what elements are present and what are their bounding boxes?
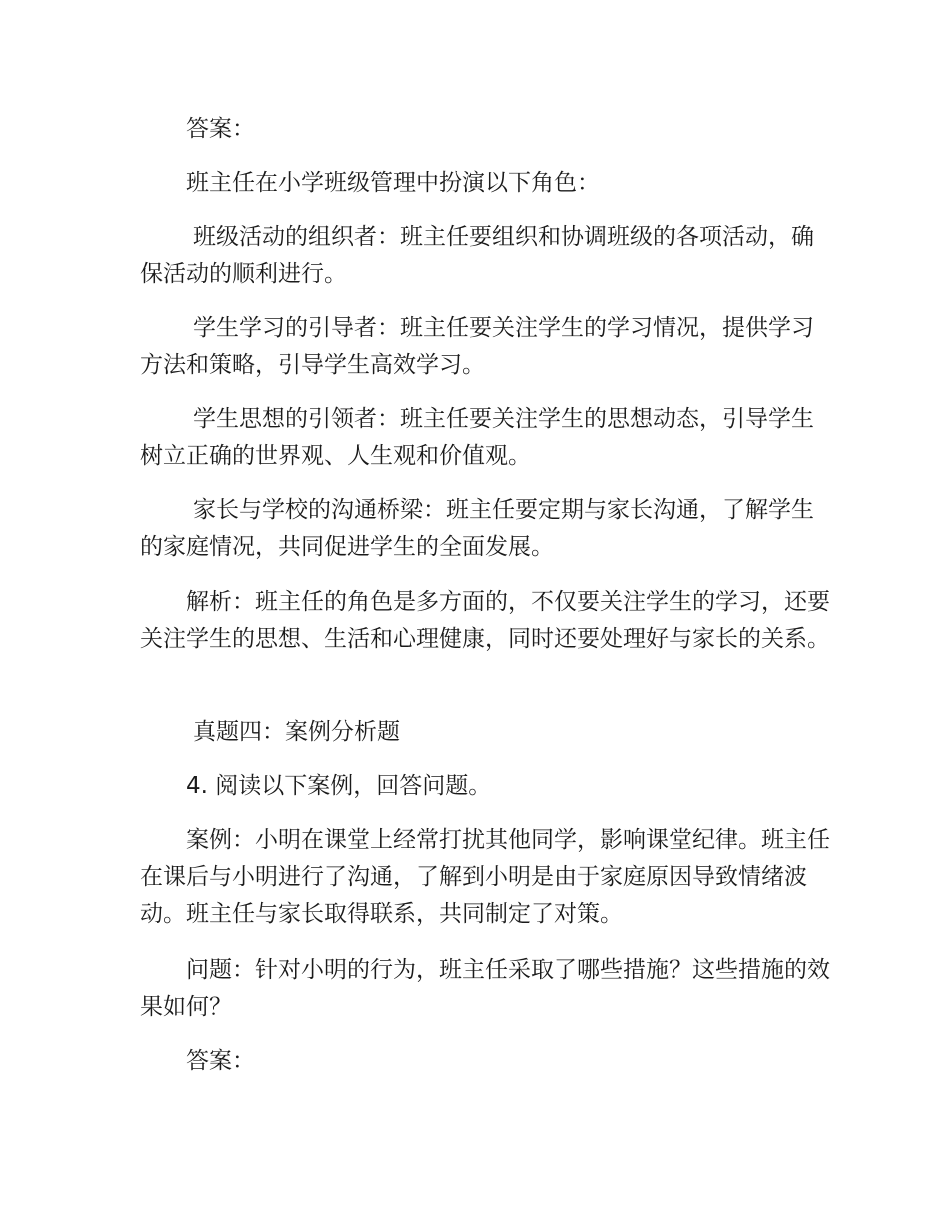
answer-label: 答案： (186, 116, 255, 142)
case-paragraph: 案例：小明在课堂上经常打扰其他同学，影响课堂纪律。班主任在课后与小明进行了沟通，了解到小明是由于家庭原因导致情绪波动。班主任与家长取得联系，共同制定了对策。 (140, 827, 830, 927)
role-communication-bridge: 家长与学校的沟通桥梁：班主任要定期与家长沟通，了解学生的家庭情况，共同促进学生的全面发展。 (140, 497, 814, 560)
answer-label-2: 答案： (186, 1048, 255, 1074)
section-heading: 真题四：案例分析题 (193, 719, 400, 745)
role-organizer: 班级活动的组织者：班主任要组织和协调班级的各项活动，确保活动的顺利进行。 (140, 224, 814, 287)
question-paragraph: 问题：针对小明的行为，班主任采取了哪些措施？这些措施的效果如何？ (140, 957, 830, 1020)
question-prompt: 4. 阅读以下案例，回答问题。 (186, 773, 492, 799)
roles-intro: 班主任在小学班级管理中扮演以下角色： (186, 170, 600, 196)
analysis-paragraph: 解析：班主任的角色是多方面的，不仅要关注学生的学习，还要关注学生的思想、生活和心理健康，同时还要处理好与家长的关系。 (140, 589, 830, 652)
role-thought-leader: 学生思想的引领者：班主任要关注学生的思想动态，引导学生树立正确的世界观、人生观和价值观。 (140, 406, 814, 469)
role-study-guide: 学生学习的引导者：班主任要关注学生的学习情况，提供学习方法和策略，引导学生高效学习。 (140, 315, 814, 378)
